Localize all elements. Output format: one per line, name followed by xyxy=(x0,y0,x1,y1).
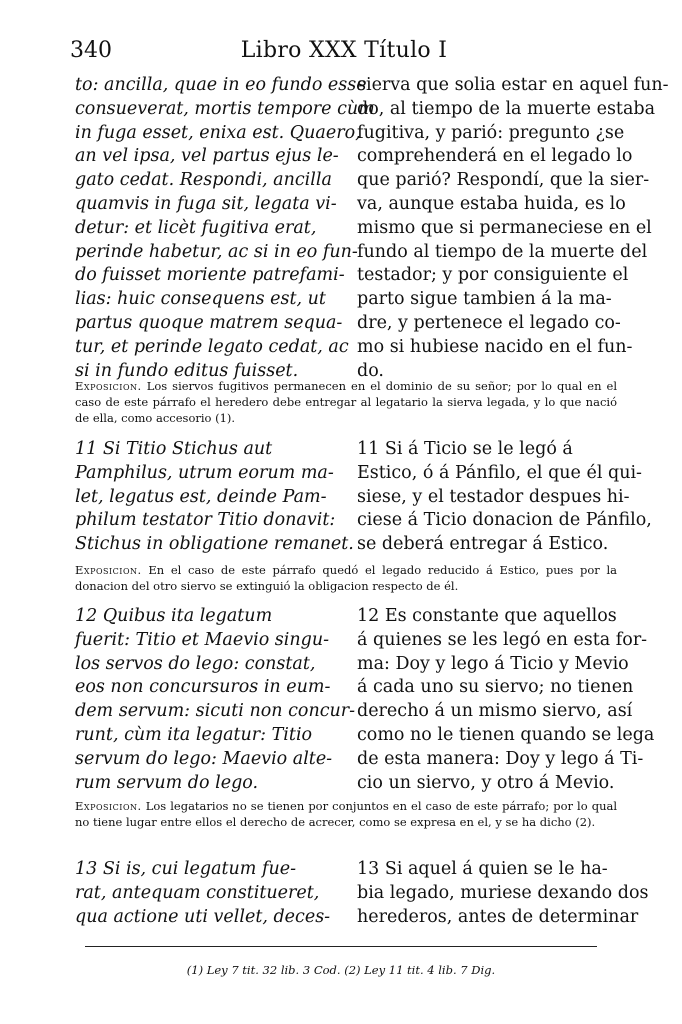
exposicion-text: Los siervos fugitivos permanecen en el dominio de su señor; por lo qual en el caso de este párrafo el heredero debe entregar al legatario la sierva legada, y lo que nació de ella, como accesorio (1). xyxy=(75,379,618,425)
text-line: herederos, antes de determinar xyxy=(357,906,639,927)
text-line: quamvis in fuga sit, legata vi- xyxy=(75,193,337,214)
text-line: fugitiva, y parió: pregunto ¿se xyxy=(357,122,625,143)
text-line: como no le tienen quando se lega xyxy=(357,724,655,745)
text-line: in fuga esset, enixa est. Quaero, xyxy=(75,122,361,143)
text-line: á cada uno su siervo; no tienen xyxy=(357,677,634,698)
text-line: do fuisset moriente patrefami- xyxy=(75,265,345,286)
text-line: dre, y pertenece el legado co- xyxy=(357,312,621,333)
text-line: rum servum do lego. xyxy=(75,772,259,793)
text-line: 13 Si is, cui legatum fue- xyxy=(75,859,296,879)
text-line: lias: huic consequens est, ut xyxy=(75,289,326,310)
text-line: tur, et perinde legato cedat, ac xyxy=(75,336,349,357)
footnote-divider xyxy=(85,946,597,947)
text-line: va, aunque estaba huida, es lo xyxy=(357,193,626,214)
text-line: ciese á Ticio donacion de Pánfilo, xyxy=(357,510,652,531)
text-line: que parió? Respondí, que la sier- xyxy=(357,170,650,191)
text-line: partus quoque matrem sequa- xyxy=(75,312,343,333)
text-line: comprehenderá en el legado lo xyxy=(357,146,633,167)
text-line: do, al tiempo de la muerte estaba xyxy=(357,98,656,119)
text-line: 13 Si aquel á quien se le ha- xyxy=(357,859,608,879)
page-number: 340 xyxy=(70,38,112,63)
text-line: se deberá entregar á Estico. xyxy=(357,534,609,555)
text-line: á quienes se les legó en esta for- xyxy=(357,629,648,650)
text-line: rat, antequam constitueret, xyxy=(75,882,320,903)
text-line: philum testator Titio donavit: xyxy=(75,510,336,531)
text-line: mismo que si permaneciese en el xyxy=(357,217,652,238)
exposicion-note xyxy=(75,378,617,426)
exposicion-label: Exposicion. xyxy=(75,563,142,577)
latin-text-block xyxy=(75,438,354,557)
text-line: let, legatus est, deinde Pam- xyxy=(75,486,327,507)
text-line: mo si hubiese nacido en el fun- xyxy=(357,336,633,357)
text-line: servum do lego: Maevio alte- xyxy=(75,748,333,769)
text-line: fundo al tiempo de la muerte del xyxy=(357,241,648,262)
exposicion-note xyxy=(75,562,617,594)
exposicion-label: Exposicion. xyxy=(75,799,142,813)
text-line: runt, cùm ita legatur: Titio xyxy=(75,724,313,745)
text-line: fuerit: Titio et Maevio singu- xyxy=(75,629,330,650)
text-line: si in fundo editus fuisset. xyxy=(75,360,299,381)
text-line: gato cedat. Respondi, ancilla xyxy=(75,170,332,191)
spanish-text-block xyxy=(357,74,669,383)
text-line: 12 Quibus ita legatum xyxy=(75,606,273,626)
spanish-text-block xyxy=(357,605,655,795)
text-line: siese, y el testador despues hi- xyxy=(357,486,630,507)
text-line: cio un siervo, y otro á Mevio. xyxy=(357,772,615,793)
text-line: 11 Si Titio Stichus aut xyxy=(75,439,273,459)
spanish-text-block xyxy=(357,438,652,557)
text-line: bia legado, muriese dexando dos xyxy=(357,882,649,903)
text-line: do. xyxy=(357,360,384,381)
exposicion-text: Los legatarios no se tienen por conjuntos en el caso de este párrafo; por lo qual no tiene lugar entre ellos el derecho de acrecer, como se expresa en el, y se ha dicho (2). xyxy=(75,799,618,829)
text-line: testador; y por consiguiente el xyxy=(357,265,629,286)
text-line: consueverat, mortis tempore cùm xyxy=(75,98,375,119)
text-line: parto sigue tambien á la ma- xyxy=(357,289,612,310)
text-line: perinde habetur, ac si in eo fun- xyxy=(75,241,358,262)
page-header xyxy=(70,38,618,68)
latin-text-block xyxy=(75,605,356,795)
footnotes: (1) Ley 7 tit. 32 lib. 3 Cod. (2) Ley 11 tit. 4 lib. 7 Dig. xyxy=(186,963,496,977)
text-line: to: ancilla, quae in eo fundo esse xyxy=(75,75,367,95)
text-line: detur: et licèt fugitiva erat, xyxy=(75,217,317,238)
text-line: los servos do lego: constat, xyxy=(75,653,316,674)
text-line: Stichus in obligatione remanet. xyxy=(75,534,354,555)
running-title: Libro XXX Título I xyxy=(240,38,448,63)
text-line: 12 Es constante que aquellos xyxy=(357,606,617,626)
exposicion-note xyxy=(75,798,617,830)
latin-text-block xyxy=(75,74,375,383)
text-line: ma: Doy y lego á Ticio y Mevio xyxy=(357,653,629,674)
text-line: Estico, ó á Pánfilo, el que él qui- xyxy=(357,462,642,483)
text-line: derecho á un mismo siervo, así xyxy=(357,701,633,722)
text-line: 11 Si á Ticio se le legó á xyxy=(357,439,573,459)
text-line: an vel ipsa, vel partus ejus le- xyxy=(75,146,339,167)
text-line: Pamphilus, utrum eorum ma- xyxy=(75,462,334,483)
text-line: dem servum: sicuti non concur- xyxy=(75,701,356,722)
text-line: de esta manera: Doy y lego á Ti- xyxy=(357,748,644,769)
spanish-text-block xyxy=(357,858,649,929)
latin-text-block xyxy=(75,858,337,929)
exposicion-text: En el caso de este párrafo quedó el legado reducido á Estico, pues por la donacion del otro siervo se extinguió la obligacion respecto de él. xyxy=(75,563,617,593)
text-line: qua actione uti vellet, deces- xyxy=(75,906,331,927)
exposicion-label: Exposicion. xyxy=(75,379,142,393)
text-line: sierva que solia estar en aquel fun- xyxy=(357,75,669,95)
text-line: eos non concursuros in eum- xyxy=(75,677,331,698)
